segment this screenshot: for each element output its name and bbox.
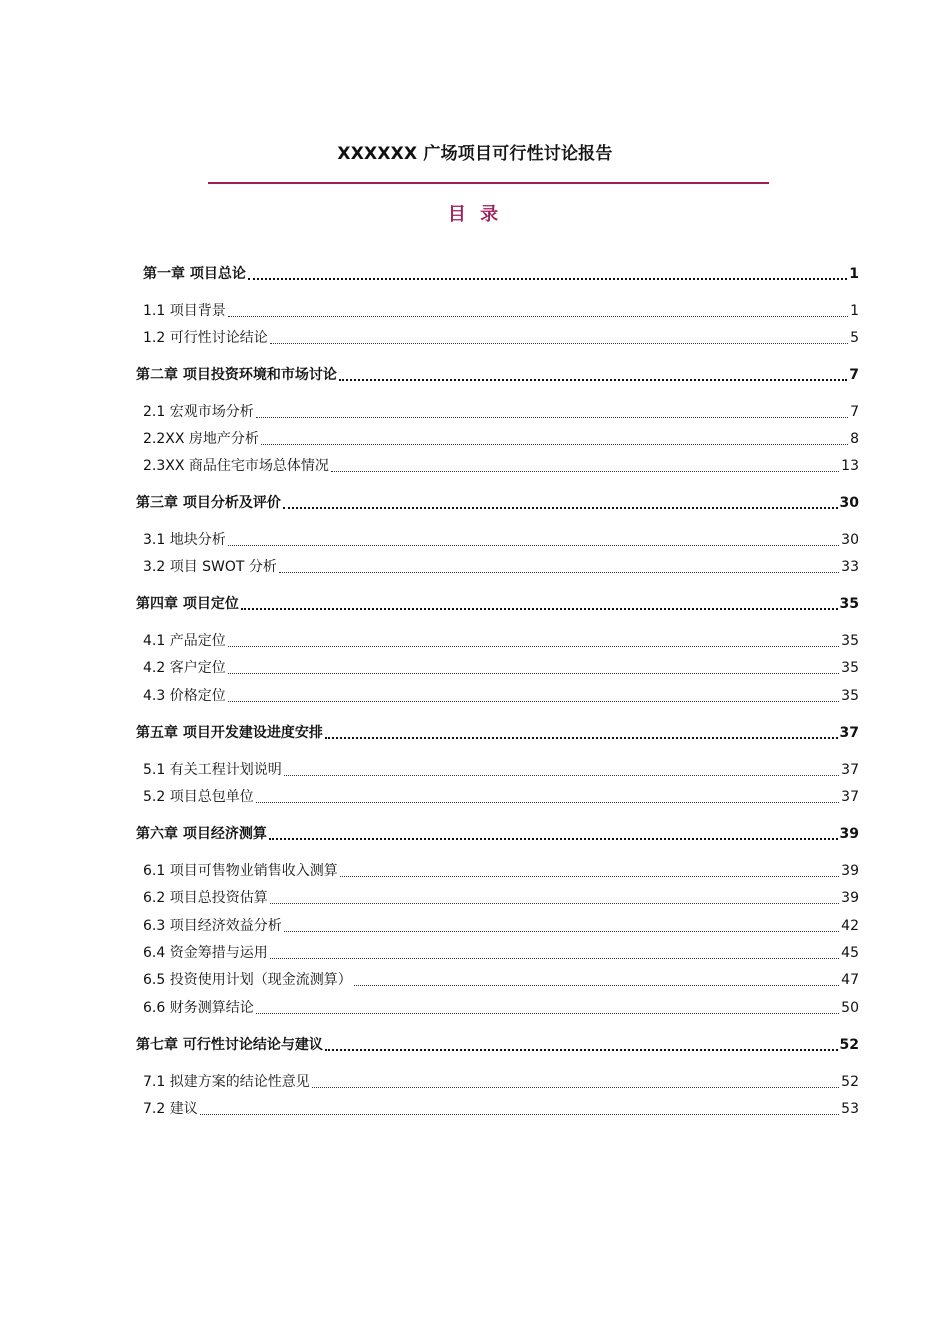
toc-section-entry[interactable]: [143, 760, 859, 780]
toc-section-entry[interactable]: [143, 631, 859, 651]
toc-dot-leader: [248, 277, 847, 280]
toc-section-entry[interactable]: [143, 328, 859, 348]
toc-page-number: 42: [841, 918, 859, 934]
toc-dot-leader: [283, 506, 838, 509]
toc-dot-leader: [279, 571, 839, 573]
toc-dot-leader: [256, 801, 839, 803]
toc-entry-label: 6.3 项目经济效益分析: [143, 918, 282, 934]
toc-entry-label: 6.1 项目可售物业销售收入测算: [143, 863, 338, 879]
toc-chapter-entry[interactable]: [136, 365, 859, 385]
toc-page-number: 1: [850, 303, 859, 319]
toc-dot-leader: [354, 984, 839, 986]
toc-chapter-entry[interactable]: [143, 264, 859, 284]
toc-dot-leader: [241, 607, 838, 610]
toc-entry-label: 6.5 投资使用计划（现金流测算）: [143, 972, 352, 988]
toc-dot-leader: [284, 930, 839, 932]
toc-dot-leader: [228, 645, 839, 647]
toc-dot-leader: [228, 544, 839, 546]
toc-section-entry[interactable]: [143, 861, 859, 881]
toc-page-number: 53: [841, 1101, 859, 1117]
toc-page-number: 8: [850, 431, 859, 447]
toc-entry-label: 第二章 项目投资环境和市场讨论: [136, 367, 337, 383]
toc-chapter-entry[interactable]: [136, 594, 859, 614]
toc-page-number: 30: [839, 495, 859, 511]
toc-page-number: 47: [841, 972, 859, 988]
toc-page-number: 50: [841, 1000, 859, 1016]
toc-page-number: 37: [841, 762, 859, 778]
toc-page-number: 37: [839, 725, 859, 741]
toc-entry-label: 1.2 可行性讨论结论: [143, 330, 268, 346]
toc-page-number: 1: [849, 266, 859, 282]
toc-section-entry[interactable]: [143, 943, 859, 963]
toc-section-entry[interactable]: [143, 301, 859, 321]
toc-entry-label: 第一章 项目总论: [143, 266, 246, 282]
document-title: XXXXXX 广场项目可行性讨论报告: [337, 144, 613, 164]
toc-entry-label: 6.4 资金筹措与运用: [143, 945, 268, 961]
toc-entry-label: 4.3 价格定位: [143, 688, 226, 704]
toc-dot-leader: [261, 443, 848, 445]
toc-page-number: 7: [850, 404, 859, 420]
toc-chapter-entry[interactable]: [136, 493, 859, 513]
toc-entry-label: 第三章 项目分析及评价: [136, 495, 281, 511]
toc-chapter-entry[interactable]: [136, 824, 859, 844]
toc-page-number: 33: [841, 559, 859, 575]
toc-page-number: 39: [839, 826, 859, 842]
toc-entry-label: 第七章 可行性讨论结论与建议: [136, 1037, 323, 1053]
toc-page-number: 39: [841, 863, 859, 879]
toc-section-entry[interactable]: [143, 658, 859, 678]
toc-page-number: 35: [841, 633, 859, 649]
toc-heading: 目 录: [447, 204, 503, 225]
toc-page-number: 39: [841, 890, 859, 906]
toc-dot-leader: [339, 378, 847, 381]
toc-dot-leader: [256, 416, 848, 418]
toc-page-number: 30: [841, 532, 859, 548]
toc-section-entry[interactable]: [143, 456, 859, 476]
toc-entry-label: 6.6 财务测算结论: [143, 1000, 254, 1016]
toc-entry-label: 5.1 有关工程计划说明: [143, 762, 282, 778]
toc-section-entry[interactable]: [143, 998, 859, 1018]
toc-entry-label: 7.2 建议: [143, 1101, 198, 1117]
toc-entry-label: 2.2XX 房地产分析: [143, 431, 259, 447]
toc-dot-leader: [331, 470, 839, 472]
toc-page-number: 37: [841, 789, 859, 805]
toc-entry-label: 第六章 项目经济测算: [136, 826, 267, 842]
toc-entry-label: 6.2 项目总投资估算: [143, 890, 268, 906]
toc-section-entry[interactable]: [143, 530, 859, 550]
toc-chapter-entry[interactable]: [136, 723, 859, 743]
toc-section-entry[interactable]: [143, 888, 859, 908]
toc-page-number: 35: [839, 596, 859, 612]
toc-entry-label: 2.1 宏观市场分析: [143, 404, 254, 420]
toc-page-number: 52: [841, 1074, 859, 1090]
toc-page-number: 52: [839, 1037, 859, 1053]
toc-page-number: 13: [841, 458, 859, 474]
toc-section-entry[interactable]: [143, 686, 859, 706]
toc-dot-leader: [256, 1012, 839, 1014]
toc-dot-leader: [228, 315, 848, 317]
toc-entry-label: 1.1 项目背景: [143, 303, 226, 319]
toc-dot-leader: [270, 957, 839, 959]
toc-entry-label: 2.3XX 商品住宅市场总体情况: [143, 458, 329, 474]
toc-chapter-entry[interactable]: [136, 1035, 859, 1055]
toc-entry-label: 第五章 项目开发建设进度安排: [136, 725, 323, 741]
toc-section-entry[interactable]: [143, 970, 859, 990]
toc-entry-label: 7.1 拟建方案的结论性意见: [143, 1074, 310, 1090]
toc-page-number: 5: [850, 330, 859, 346]
toc-section-entry[interactable]: [143, 402, 859, 422]
toc-entry-label: 4.2 客户定位: [143, 660, 226, 676]
toc-page-number: 35: [841, 688, 859, 704]
toc-dot-leader: [325, 1048, 838, 1051]
toc-page-number: 35: [841, 660, 859, 676]
toc-dot-leader: [228, 672, 839, 674]
toc-section-entry[interactable]: [143, 1072, 859, 1092]
toc-dot-leader: [284, 774, 839, 776]
toc-section-entry[interactable]: [143, 429, 859, 449]
toc-entry-label: 第四章 项目定位: [136, 596, 239, 612]
toc-section-entry[interactable]: [143, 787, 859, 807]
toc-dot-leader: [312, 1086, 839, 1088]
toc-entry-label: 3.1 地块分析: [143, 532, 226, 548]
toc-section-entry[interactable]: [143, 916, 859, 936]
toc-section-entry[interactable]: [143, 557, 859, 577]
toc-dot-leader: [270, 902, 839, 904]
toc-page-number: 7: [849, 367, 859, 383]
toc-entry-label: 5.2 项目总包单位: [143, 789, 254, 805]
toc-entry-label: 4.1 产品定位: [143, 633, 226, 649]
toc-dot-leader: [269, 837, 838, 840]
toc-entry-label: 3.2 项目 SWOT 分析: [143, 559, 277, 575]
toc-dot-leader: [200, 1113, 839, 1115]
toc-dot-leader: [325, 736, 838, 739]
title-divider: [208, 182, 769, 184]
toc-section-entry[interactable]: [143, 1099, 859, 1119]
toc-dot-leader: [340, 875, 839, 877]
toc-dot-leader: [228, 700, 839, 702]
toc-dot-leader: [270, 342, 848, 344]
toc-page-number: 45: [841, 945, 859, 961]
